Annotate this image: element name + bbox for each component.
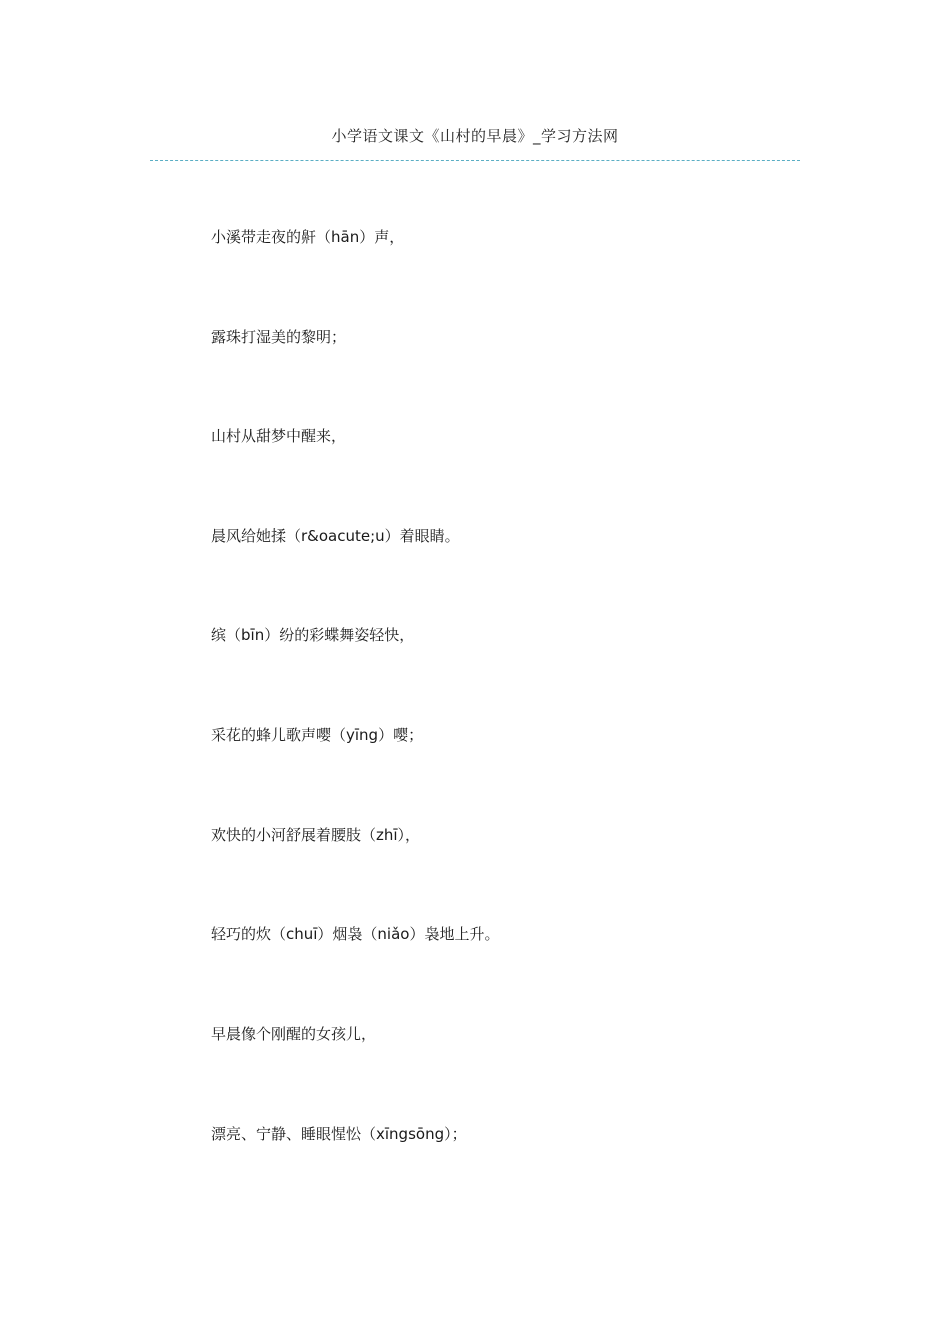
poem-line: 露珠打湿美的黎明； bbox=[211, 328, 347, 346]
poem-line: 轻巧的炊（chuī）烟袅（niǎo）袅地上升。 bbox=[211, 925, 500, 943]
poem-line: 晨风给她揉（r&oacute;u）着眼睛。 bbox=[211, 527, 460, 545]
poem-line: 缤（bīn）纷的彩蝶舞姿轻快， bbox=[211, 626, 415, 644]
poem-line: 小溪带走夜的鼾（hān）声， bbox=[211, 228, 405, 246]
poem-line: 采花的蜂儿歌声嘤（yīng）嘤； bbox=[211, 726, 424, 744]
header-divider bbox=[150, 160, 800, 161]
poem-line: 山村从甜梦中醒来， bbox=[211, 427, 347, 445]
page-header-title: 小学语文课文《山村的早晨》_学习方法网 bbox=[331, 127, 619, 145]
poem-line: 漂亮、宁静、睡眼惺忪（xīngsōng）； bbox=[211, 1125, 467, 1143]
poem-line: 欢快的小河舒展着腰肢（zhī）， bbox=[211, 826, 421, 844]
poem-line: 早晨像个刚醒的女孩儿， bbox=[211, 1025, 377, 1043]
